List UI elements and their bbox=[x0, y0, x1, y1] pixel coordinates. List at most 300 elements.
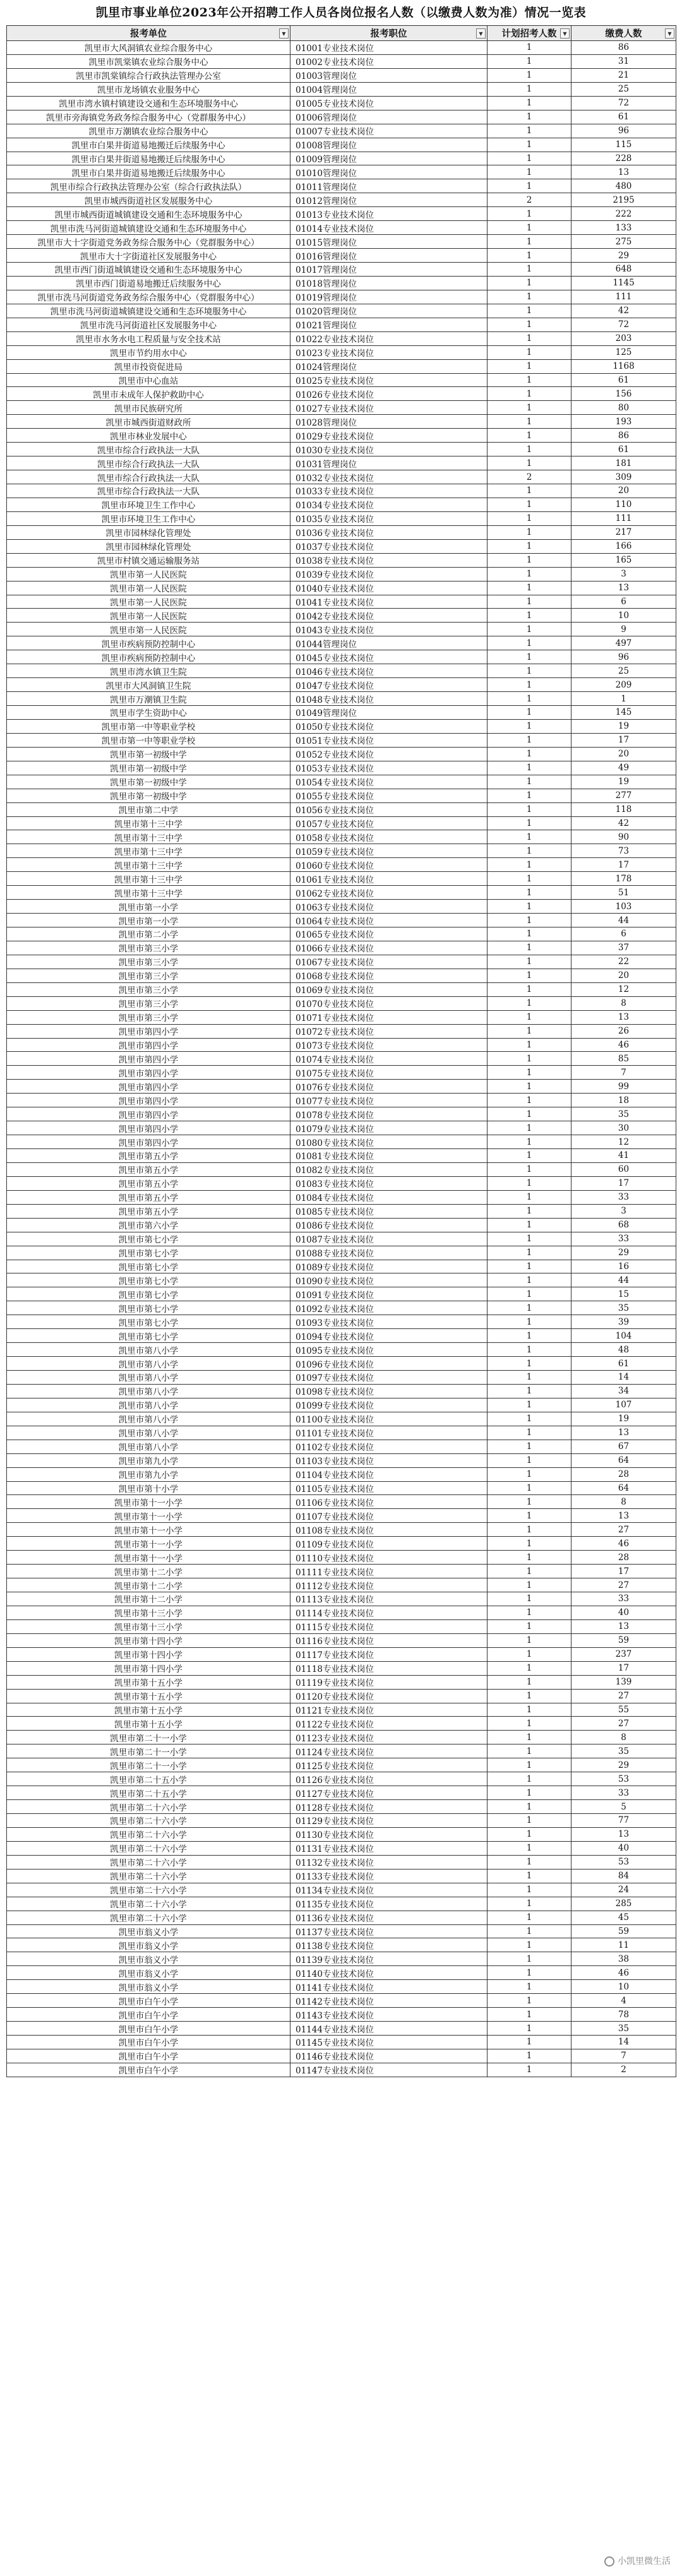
cell-unit: 凯里市第二中学 bbox=[7, 802, 290, 816]
table-row bbox=[7, 1966, 676, 1980]
cell-unit: 凯里市洗马河街道党务政务综合服务中心（党群服务中心） bbox=[7, 290, 290, 304]
cell-fee-count: 145 bbox=[571, 706, 676, 720]
cell-unit: 凯里市万潮镇卫生院 bbox=[7, 692, 290, 706]
cell-unit: 凯里市第八小学 bbox=[7, 1426, 290, 1440]
cell-unit: 凯里市第十三中学 bbox=[7, 858, 290, 872]
cell-position: 01015管理岗位 bbox=[290, 235, 488, 249]
cell-plan-count: 1 bbox=[488, 373, 571, 387]
cell-fee-count: 3 bbox=[571, 567, 676, 581]
cell-unit: 凯里市城西街道财政所 bbox=[7, 415, 290, 429]
cell-position: 01113专业技术岗位 bbox=[290, 1592, 488, 1606]
cell-unit: 凯里市第二十六小学 bbox=[7, 1897, 290, 1911]
cell-plan-count: 1 bbox=[488, 802, 571, 816]
table-row bbox=[7, 221, 676, 235]
cell-plan-count: 1 bbox=[488, 318, 571, 331]
cell-position: 01042专业技术岗位 bbox=[290, 609, 488, 623]
cell-fee-count: 222 bbox=[571, 207, 676, 221]
cell-plan-count: 1 bbox=[488, 858, 571, 872]
cell-position: 01076专业技术岗位 bbox=[290, 1080, 488, 1094]
cell-fee-count: 55 bbox=[571, 1703, 676, 1717]
cell-unit: 凯里市第一人民医院 bbox=[7, 623, 290, 636]
cell-unit: 凯里市洗马河街道城镇建设交通和生态环境服务中心 bbox=[7, 221, 290, 235]
table-row bbox=[7, 1149, 676, 1163]
registration-table bbox=[6, 25, 676, 2077]
cell-position: 01059专业技术岗位 bbox=[290, 844, 488, 858]
cell-plan-count: 1 bbox=[488, 1426, 571, 1440]
cell-fee-count: 45 bbox=[571, 1911, 676, 1924]
table-row bbox=[7, 581, 676, 595]
table-row bbox=[7, 1565, 676, 1578]
cell-fee-count: 39 bbox=[571, 1315, 676, 1329]
cell-unit: 凯里市园林绿化管理处 bbox=[7, 525, 290, 539]
table-row bbox=[7, 775, 676, 789]
table-row bbox=[7, 1633, 676, 1647]
header-unit[interactable]: 报考单位 ▼ bbox=[7, 26, 290, 41]
cell-unit: 凯里市第八小学 bbox=[7, 1440, 290, 1453]
cell-plan-count: 1 bbox=[488, 68, 571, 82]
cell-position: 01127专业技术岗位 bbox=[290, 1786, 488, 1800]
cell-fee-count: 28 bbox=[571, 1467, 676, 1481]
cell-position: 01122专业技术岗位 bbox=[290, 1717, 488, 1731]
cell-unit: 凯里市林业发展中心 bbox=[7, 429, 290, 443]
table-row bbox=[7, 1980, 676, 1994]
cell-plan-count: 1 bbox=[488, 41, 571, 55]
cell-position: 01139专业技术岗位 bbox=[290, 1952, 488, 1966]
cell-unit: 凯里市第四小学 bbox=[7, 1121, 290, 1135]
cell-position: 01023专业技术岗位 bbox=[290, 345, 488, 359]
cell-unit: 凯里市第十四小学 bbox=[7, 1661, 290, 1675]
cell-position: 01007专业技术岗位 bbox=[290, 124, 488, 138]
cell-plan-count: 1 bbox=[488, 581, 571, 595]
cell-position: 01004管理岗位 bbox=[290, 82, 488, 96]
cell-position: 01071专业技术岗位 bbox=[290, 1010, 488, 1024]
cell-plan-count: 1 bbox=[488, 1315, 571, 1329]
cell-position: 01044管理岗位 bbox=[290, 636, 488, 650]
cell-position: 01064专业技术岗位 bbox=[290, 914, 488, 927]
table-row bbox=[7, 1619, 676, 1633]
cell-fee-count: 118 bbox=[571, 802, 676, 816]
cell-position: 01003管理岗位 bbox=[290, 68, 488, 82]
cell-fee-count: 78 bbox=[571, 2008, 676, 2022]
cell-fee-count: 14 bbox=[571, 1371, 676, 1385]
cell-plan-count: 1 bbox=[488, 1689, 571, 1703]
cell-plan-count: 1 bbox=[488, 152, 571, 165]
cell-position: 01132专业技术岗位 bbox=[290, 1855, 488, 1869]
cell-fee-count: 13 bbox=[571, 1619, 676, 1633]
cell-fee-count: 64 bbox=[571, 1453, 676, 1467]
cell-fee-count: 19 bbox=[571, 775, 676, 789]
cell-position: 01096专业技术岗位 bbox=[290, 1357, 488, 1371]
cell-position: 01072专业技术岗位 bbox=[290, 1024, 488, 1038]
table-row bbox=[7, 747, 676, 761]
cell-fee-count: 96 bbox=[571, 650, 676, 664]
filter-dropdown-icon[interactable]: ▼ bbox=[279, 28, 289, 39]
cell-position: 01135专业技术岗位 bbox=[290, 1897, 488, 1911]
cell-plan-count: 1 bbox=[488, 1633, 571, 1647]
table-row bbox=[7, 484, 676, 498]
table-row bbox=[7, 789, 676, 802]
cell-unit: 凯里市投资促进局 bbox=[7, 359, 290, 373]
cell-unit: 凯里市第二十六小学 bbox=[7, 1883, 290, 1897]
cell-unit: 凯里市第一人民医院 bbox=[7, 595, 290, 609]
table-row bbox=[7, 1467, 676, 1481]
cell-unit: 凯里市翁义小学 bbox=[7, 1924, 290, 1938]
cell-unit: 凯里市白午小学 bbox=[7, 2022, 290, 2036]
cell-plan-count: 2 bbox=[488, 470, 571, 484]
filter-dropdown-icon[interactable]: ▼ bbox=[665, 28, 674, 39]
table-row bbox=[7, 401, 676, 415]
cell-fee-count: 16 bbox=[571, 1260, 676, 1273]
cell-fee-count: 68 bbox=[571, 1218, 676, 1232]
cell-unit: 凯里市第五小学 bbox=[7, 1162, 290, 1176]
cell-plan-count: 1 bbox=[488, 789, 571, 802]
cell-fee-count: 31 bbox=[571, 54, 676, 68]
cell-unit: 凯里市城西街道社区发展服务中心 bbox=[7, 193, 290, 207]
cell-unit: 凯里市第十一小学 bbox=[7, 1509, 290, 1523]
cell-unit: 凯里市第二十六小学 bbox=[7, 1855, 290, 1869]
cell-plan-count: 1 bbox=[488, 1619, 571, 1633]
cell-plan-count: 1 bbox=[488, 82, 571, 96]
cell-plan-count: 1 bbox=[488, 1592, 571, 1606]
cell-position: 01129专业技术岗位 bbox=[290, 1814, 488, 1828]
cell-plan-count: 1 bbox=[488, 1869, 571, 1883]
filter-dropdown-icon[interactable]: ▼ bbox=[476, 28, 486, 39]
cell-fee-count: 111 bbox=[571, 290, 676, 304]
cell-position: 01099专业技术岗位 bbox=[290, 1398, 488, 1412]
cell-plan-count: 1 bbox=[488, 525, 571, 539]
cell-position: 01054专业技术岗位 bbox=[290, 775, 488, 789]
cell-plan-count: 1 bbox=[488, 761, 571, 775]
cell-plan-count: 1 bbox=[488, 996, 571, 1010]
cell-position: 01011管理岗位 bbox=[290, 179, 488, 193]
cell-fee-count: 12 bbox=[571, 982, 676, 996]
table-row bbox=[7, 345, 676, 359]
cell-fee-count: 33 bbox=[571, 1232, 676, 1246]
cell-plan-count: 1 bbox=[488, 1841, 571, 1855]
cell-plan-count: 1 bbox=[488, 401, 571, 415]
table-row bbox=[7, 1523, 676, 1537]
cell-fee-count: 18 bbox=[571, 1094, 676, 1107]
cell-position: 01097专业技术岗位 bbox=[290, 1371, 488, 1385]
table-row bbox=[7, 1647, 676, 1661]
cell-fee-count: 20 bbox=[571, 484, 676, 498]
cell-position: 01045专业技术岗位 bbox=[290, 650, 488, 664]
cell-position: 01080专业技术岗位 bbox=[290, 1135, 488, 1149]
cell-plan-count: 1 bbox=[488, 1897, 571, 1911]
cell-fee-count: 8 bbox=[571, 1731, 676, 1744]
cell-position: 01145专业技术岗位 bbox=[290, 2036, 488, 2049]
cell-unit: 凯里市第十三中学 bbox=[7, 886, 290, 900]
cell-fee-count: 61 bbox=[571, 110, 676, 124]
cell-plan-count: 1 bbox=[488, 1758, 571, 1772]
cell-plan-count: 1 bbox=[488, 1911, 571, 1924]
cell-plan-count: 1 bbox=[488, 1994, 571, 2008]
cell-fee-count: 285 bbox=[571, 1897, 676, 1911]
cell-unit: 凯里市综合行政执法一大队 bbox=[7, 470, 290, 484]
cell-unit: 凯里市第十五小学 bbox=[7, 1703, 290, 1717]
cell-position: 01077专业技术岗位 bbox=[290, 1094, 488, 1107]
table-row bbox=[7, 1495, 676, 1509]
header-plan[interactable]: 计划招考人数 ▼ bbox=[488, 26, 571, 41]
table-row bbox=[7, 235, 676, 249]
cell-plan-count: 1 bbox=[488, 1537, 571, 1551]
cell-plan-count: 1 bbox=[488, 692, 571, 706]
cell-position: 01075专业技术岗位 bbox=[290, 1066, 488, 1080]
cell-fee-count: 38 bbox=[571, 1952, 676, 1966]
cell-plan-count: 1 bbox=[488, 290, 571, 304]
table-row bbox=[7, 387, 676, 401]
table-row bbox=[7, 54, 676, 68]
table-row bbox=[7, 1301, 676, 1315]
cell-unit: 凯里市第一初级中学 bbox=[7, 789, 290, 802]
cell-position: 01067专业技术岗位 bbox=[290, 955, 488, 969]
cell-position: 01074专业技术岗位 bbox=[290, 1052, 488, 1066]
cell-position: 01108专业技术岗位 bbox=[290, 1523, 488, 1537]
cell-position: 01092专业技术岗位 bbox=[290, 1301, 488, 1315]
cell-position: 01008管理岗位 bbox=[290, 138, 488, 152]
cell-unit: 凯里市节约用水中心 bbox=[7, 345, 290, 359]
cell-fee-count: 25 bbox=[571, 82, 676, 96]
table-row bbox=[7, 1066, 676, 1080]
table-row bbox=[7, 498, 676, 511]
cell-plan-count: 1 bbox=[488, 1038, 571, 1052]
cell-fee-count: 17 bbox=[571, 733, 676, 747]
table-row bbox=[7, 1260, 676, 1273]
header-fee[interactable]: 缴费人数 ▼ bbox=[571, 26, 676, 41]
cell-plan-count: 1 bbox=[488, 1190, 571, 1204]
cell-position: 01083专业技术岗位 bbox=[290, 1176, 488, 1190]
cell-position: 01070专业技术岗位 bbox=[290, 996, 488, 1010]
table-row bbox=[7, 1578, 676, 1592]
cell-unit: 凯里市环境卫生工作中心 bbox=[7, 498, 290, 511]
cell-unit: 凯里市第九小学 bbox=[7, 1453, 290, 1467]
cell-position: 01060专业技术岗位 bbox=[290, 858, 488, 872]
cell-fee-count: 29 bbox=[571, 249, 676, 263]
cell-position: 01102专业技术岗位 bbox=[290, 1440, 488, 1453]
table-row bbox=[7, 2063, 676, 2077]
cell-fee-count: 34 bbox=[571, 1384, 676, 1398]
cell-fee-count: 9 bbox=[571, 623, 676, 636]
table-row bbox=[7, 1883, 676, 1897]
cell-fee-count: 80 bbox=[571, 401, 676, 415]
table-row bbox=[7, 1938, 676, 1952]
cell-position: 01125专业技术岗位 bbox=[290, 1758, 488, 1772]
cell-position: 01038专业技术岗位 bbox=[290, 553, 488, 567]
cell-plan-count: 1 bbox=[488, 1176, 571, 1190]
cell-fee-count: 178 bbox=[571, 872, 676, 886]
cell-plan-count: 1 bbox=[488, 1731, 571, 1744]
table-row bbox=[7, 331, 676, 345]
cell-unit: 凯里市第七小学 bbox=[7, 1260, 290, 1273]
cell-plan-count: 1 bbox=[488, 567, 571, 581]
cell-fee-count: 17 bbox=[571, 858, 676, 872]
table-row bbox=[7, 719, 676, 733]
cell-fee-count: 24 bbox=[571, 1883, 676, 1897]
table-row bbox=[7, 1537, 676, 1551]
cell-unit: 凯里市未成年人保护救助中心 bbox=[7, 387, 290, 401]
cell-fee-count: 1 bbox=[571, 692, 676, 706]
cell-position: 01124专业技术岗位 bbox=[290, 1744, 488, 1758]
cell-fee-count: 181 bbox=[571, 456, 676, 470]
cell-unit: 凯里市第一小学 bbox=[7, 900, 290, 914]
cell-fee-count: 2 bbox=[571, 2063, 676, 2077]
cell-unit: 凯里市白午小学 bbox=[7, 1994, 290, 2008]
cell-fee-count: 19 bbox=[571, 719, 676, 733]
table-row bbox=[7, 249, 676, 263]
cell-fee-count: 209 bbox=[571, 678, 676, 692]
cell-plan-count: 1 bbox=[488, 54, 571, 68]
cell-position: 01033专业技术岗位 bbox=[290, 484, 488, 498]
cell-fee-count: 17 bbox=[571, 1661, 676, 1675]
cell-unit: 凯里市第十二小学 bbox=[7, 1565, 290, 1578]
table-row bbox=[7, 511, 676, 525]
cell-position: 01021管理岗位 bbox=[290, 318, 488, 331]
table-row bbox=[7, 96, 676, 110]
cell-plan-count: 1 bbox=[488, 276, 571, 290]
table-row bbox=[7, 1994, 676, 2008]
cell-fee-count: 6 bbox=[571, 927, 676, 941]
cell-unit: 凯里市第二十六小学 bbox=[7, 1911, 290, 1924]
table-row bbox=[7, 1024, 676, 1038]
cell-fee-count: 84 bbox=[571, 1869, 676, 1883]
cell-fee-count: 17 bbox=[571, 1176, 676, 1190]
cell-position: 01034专业技术岗位 bbox=[290, 498, 488, 511]
cell-position: 01085专业技术岗位 bbox=[290, 1204, 488, 1218]
cell-plan-count: 1 bbox=[488, 165, 571, 179]
cell-position: 01057专业技术岗位 bbox=[290, 816, 488, 830]
cell-fee-count: 228 bbox=[571, 152, 676, 165]
cell-position: 01105专业技术岗位 bbox=[290, 1481, 488, 1495]
cell-position: 01126专业技术岗位 bbox=[290, 1772, 488, 1786]
cell-fee-count: 42 bbox=[571, 304, 676, 318]
cell-position: 01098专业技术岗位 bbox=[290, 1384, 488, 1398]
page-title: 凯里市事业单位2023年公开招聘工作人员各岗位报名人数（以缴费人数为准）情况一览表 bbox=[95, 6, 587, 20]
cell-plan-count: 1 bbox=[488, 1343, 571, 1357]
table-row bbox=[7, 692, 676, 706]
cell-fee-count: 648 bbox=[571, 263, 676, 277]
table-row bbox=[7, 207, 676, 221]
cell-unit: 凯里市旁海镇党务政务综合服务中心（党群服务中心） bbox=[7, 110, 290, 124]
filter-dropdown-icon[interactable]: ▼ bbox=[560, 28, 570, 39]
cell-unit: 凯里市第五小学 bbox=[7, 1149, 290, 1163]
cell-unit: 凯里市洗马河街道城镇建设交通和生态环境服务中心 bbox=[7, 304, 290, 318]
cell-fee-count: 25 bbox=[571, 664, 676, 678]
table-row bbox=[7, 1841, 676, 1855]
cell-plan-count: 1 bbox=[488, 1606, 571, 1619]
cell-position: 01131专业技术岗位 bbox=[290, 1841, 488, 1855]
cell-position: 01142专业技术岗位 bbox=[290, 1994, 488, 2008]
cell-position: 01138专业技术岗位 bbox=[290, 1938, 488, 1952]
cell-fee-count: 5 bbox=[571, 1800, 676, 1814]
cell-plan-count: 1 bbox=[488, 664, 571, 678]
cell-unit: 凯里市第十五小学 bbox=[7, 1689, 290, 1703]
table-row bbox=[7, 636, 676, 650]
cell-fee-count: 11 bbox=[571, 1938, 676, 1952]
table-row bbox=[7, 1162, 676, 1176]
cell-unit: 凯里市第四小学 bbox=[7, 1080, 290, 1094]
cell-unit: 凯里市白果井街道易地搬迁后续服务中心 bbox=[7, 165, 290, 179]
cell-fee-count: 35 bbox=[571, 2022, 676, 2036]
cell-unit: 凯里市大风洞镇卫生院 bbox=[7, 678, 290, 692]
table-row bbox=[7, 1052, 676, 1066]
cell-plan-count: 1 bbox=[488, 982, 571, 996]
cell-fee-count: 41 bbox=[571, 1149, 676, 1163]
cell-position: 01041专业技术岗位 bbox=[290, 595, 488, 609]
cell-unit: 凯里市湾水镇村镇建设交通和生态环境服务中心 bbox=[7, 96, 290, 110]
cell-position: 01137专业技术岗位 bbox=[290, 1924, 488, 1938]
cell-unit: 凯里市白午小学 bbox=[7, 2063, 290, 2077]
cell-unit: 凯里市白果井街道易地搬迁后续服务中心 bbox=[7, 152, 290, 165]
cell-position: 01028管理岗位 bbox=[290, 415, 488, 429]
table-row bbox=[7, 1703, 676, 1717]
table-row bbox=[7, 1094, 676, 1107]
cell-unit: 凯里市翁义小学 bbox=[7, 1966, 290, 1980]
table-row bbox=[7, 2022, 676, 2036]
cell-unit: 凯里市村镇交通运输服务站 bbox=[7, 553, 290, 567]
cell-plan-count: 1 bbox=[488, 775, 571, 789]
cell-unit: 凯里市第二小学 bbox=[7, 927, 290, 941]
cell-unit: 凯里市翁义小学 bbox=[7, 1952, 290, 1966]
table-row bbox=[7, 1343, 676, 1357]
cell-position: 01062专业技术岗位 bbox=[290, 886, 488, 900]
cell-fee-count: 29 bbox=[571, 1246, 676, 1260]
cell-plan-count: 1 bbox=[488, 207, 571, 221]
cell-unit: 凯里市第十一小学 bbox=[7, 1523, 290, 1537]
cell-plan-count: 1 bbox=[488, 733, 571, 747]
cell-position: 01019管理岗位 bbox=[290, 290, 488, 304]
cell-position: 01068专业技术岗位 bbox=[290, 969, 488, 982]
table-row bbox=[7, 1592, 676, 1606]
table-row bbox=[7, 733, 676, 747]
cell-position: 01087专业技术岗位 bbox=[290, 1232, 488, 1246]
cell-position: 01036专业技术岗位 bbox=[290, 525, 488, 539]
cell-unit: 凯里市第十三中学 bbox=[7, 844, 290, 858]
table-row bbox=[7, 1412, 676, 1426]
table-row bbox=[7, 1329, 676, 1343]
cell-unit: 凯里市第一中等职业学校 bbox=[7, 733, 290, 747]
cell-fee-count: 20 bbox=[571, 747, 676, 761]
cell-fee-count: 13 bbox=[571, 1827, 676, 1841]
table-row bbox=[7, 1010, 676, 1024]
cell-unit: 凯里市西门街道易地搬迁后续服务中心 bbox=[7, 276, 290, 290]
cell-position: 01046专业技术岗位 bbox=[290, 664, 488, 678]
cell-position: 01115专业技术岗位 bbox=[290, 1619, 488, 1633]
cell-plan-count: 1 bbox=[488, 1744, 571, 1758]
cell-plan-count: 1 bbox=[488, 1094, 571, 1107]
cell-position: 01100专业技术岗位 bbox=[290, 1412, 488, 1426]
cell-position: 01082专业技术岗位 bbox=[290, 1162, 488, 1176]
table-row bbox=[7, 1273, 676, 1287]
cell-fee-count: 42 bbox=[571, 816, 676, 830]
cell-plan-count: 1 bbox=[488, 1952, 571, 1966]
table-row bbox=[7, 1080, 676, 1094]
table-row bbox=[7, 567, 676, 581]
cell-plan-count: 1 bbox=[488, 2008, 571, 2022]
cell-fee-count: 72 bbox=[571, 318, 676, 331]
cell-position: 01081专业技术岗位 bbox=[290, 1149, 488, 1163]
header-position[interactable]: 报考职位 ▼ bbox=[290, 26, 488, 41]
cell-position: 01005专业技术岗位 bbox=[290, 96, 488, 110]
cell-fee-count: 37 bbox=[571, 941, 676, 955]
cell-fee-count: 27 bbox=[571, 1717, 676, 1731]
cell-position: 01111专业技术岗位 bbox=[290, 1565, 488, 1578]
cell-unit: 凯里市第八小学 bbox=[7, 1343, 290, 1357]
cell-unit: 凯里市第三小学 bbox=[7, 996, 290, 1010]
cell-fee-count: 73 bbox=[571, 844, 676, 858]
cell-plan-count: 1 bbox=[488, 110, 571, 124]
cell-unit: 凯里市万潮镇农业综合服务中心 bbox=[7, 124, 290, 138]
cell-position: 01103专业技术岗位 bbox=[290, 1453, 488, 1467]
